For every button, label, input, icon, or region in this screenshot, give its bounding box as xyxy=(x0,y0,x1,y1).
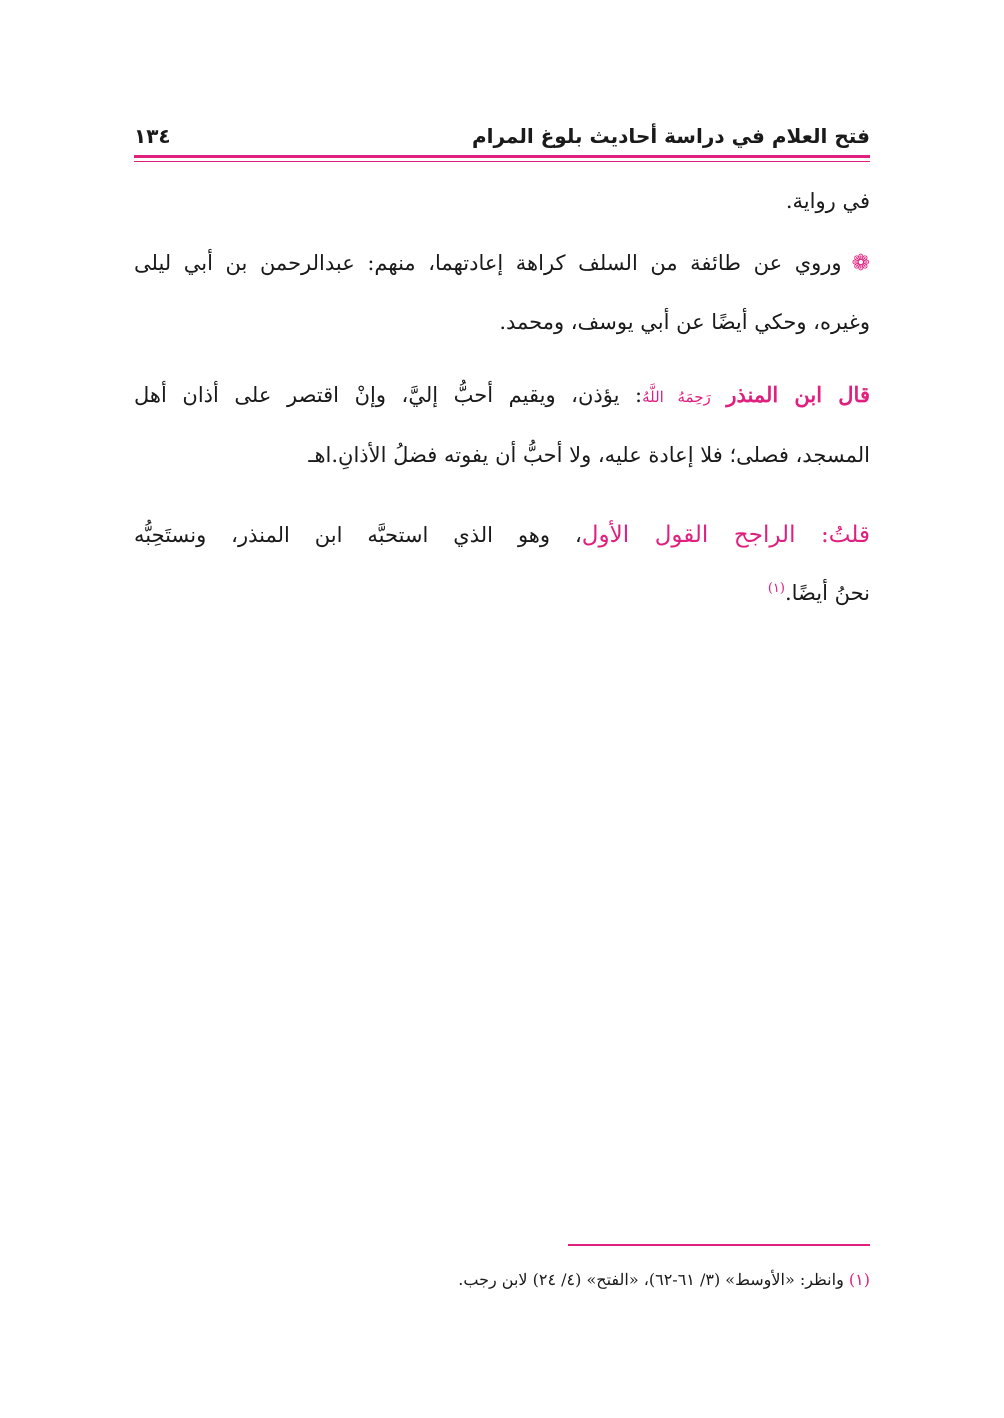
honorific-glyph: رَحِمَهُ اللَّهُ xyxy=(642,388,711,406)
paragraph-3-line-1-text: : يؤذن، ويقيم أحبُّ إليَّ، وإنْ اقتصر على أذان أهل xyxy=(134,383,643,407)
footnote-separator xyxy=(568,1244,870,1246)
footnote-reference[interactable]: (١) xyxy=(767,581,785,596)
header-rule-thin xyxy=(134,161,870,162)
paragraph-3 xyxy=(134,366,870,484)
paragraph-3-line-1 xyxy=(134,366,870,426)
running-header xyxy=(134,118,870,154)
paragraph-4 xyxy=(134,506,870,622)
author-opinion-highlight: قلتُ: الراجح القول الأول xyxy=(581,522,870,548)
footnote xyxy=(134,1266,870,1294)
footnote-number: (١) xyxy=(848,1270,870,1289)
paragraph-1-line-1: في رواية. xyxy=(785,189,870,213)
footnote-text: وانظر: «الأوسط» (٣/ ٦١-٦٢)، «الفتح» (٤/ ٢٤) لابن رجب. xyxy=(458,1270,844,1289)
paragraph-2-line-2: وغيره، وحكي أيضًا عن أبي يوسف، ومحمد. xyxy=(499,310,870,334)
paragraph-2-line-1 xyxy=(134,234,870,293)
paragraph-4-line-2-text: نحنُ أيضًا. xyxy=(784,581,870,605)
paragraph-2 xyxy=(134,234,870,351)
paragraph-4-line-1 xyxy=(134,506,870,564)
paragraph-1 xyxy=(134,172,870,230)
speaker-name: قال ابن المنذر xyxy=(726,382,870,407)
paragraph-2-line-1-text: وروي عن طائفة من السلف كراهة إعادتهما، منهم: عبدالرحمن بن أبي ليلى xyxy=(134,251,842,275)
page-number: ١٣٤ xyxy=(134,124,171,148)
paragraph-3-line-2: المسجد، فصلى؛ فلا إعادة عليه، ولا أحبُّ أن يفوته فضلُ الأذانِ.اهـ xyxy=(308,443,870,467)
header-rule-thick xyxy=(134,155,870,158)
paragraph-4-line-1-text: ، وهو الذي استحبَّه ابن المنذر، ونستَحِبُّه xyxy=(134,523,582,547)
paragraph-4-line-2 xyxy=(134,564,870,622)
book-title: فتح العلام في دراسة أحاديث بلوغ المرام xyxy=(471,124,870,148)
flower-marker-icon: ❁ xyxy=(851,251,870,276)
